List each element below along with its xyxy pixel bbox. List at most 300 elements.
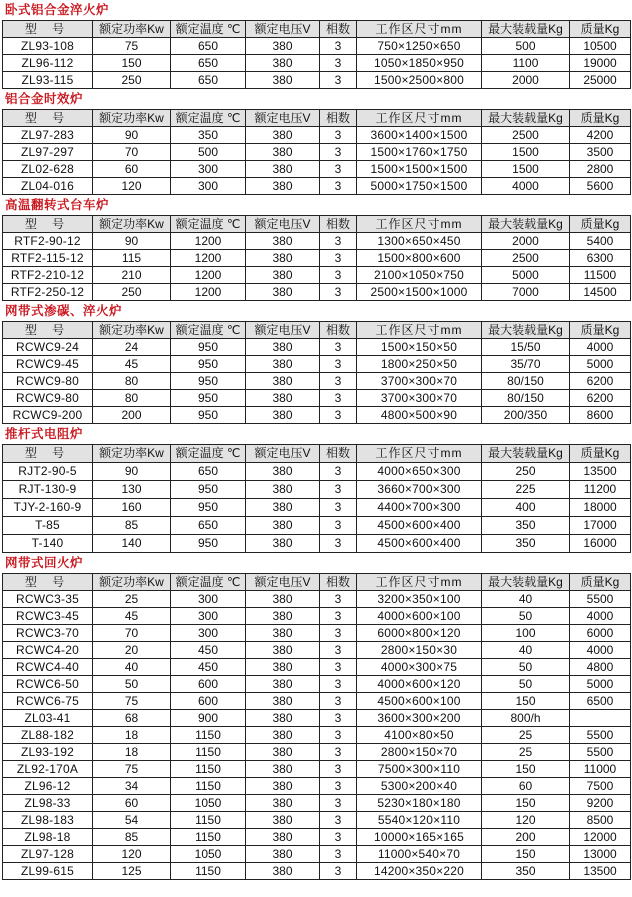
- cell-weight: 8500: [570, 812, 631, 829]
- table-row: [3, 659, 631, 676]
- cell-weight: 6000: [570, 625, 631, 642]
- cell-voltage: 380: [246, 625, 320, 642]
- cell-dims: 1800×250×50: [357, 356, 482, 373]
- cell-phase: 3: [320, 659, 357, 676]
- cell-phase: 3: [320, 829, 357, 846]
- table-row: [3, 407, 631, 424]
- header-weight: 质量Kg: [570, 574, 631, 591]
- cell-dims: 4400×700×300: [357, 499, 482, 517]
- cell-load: 350: [482, 535, 570, 553]
- cell-load: 1500: [482, 144, 570, 161]
- cell-phase: 3: [320, 161, 357, 178]
- cell-temp: 300: [171, 625, 246, 642]
- cell-power: 50: [93, 676, 171, 693]
- cell-weight: [570, 710, 631, 727]
- cell-phase: 3: [320, 778, 357, 795]
- table-row: [3, 284, 631, 301]
- cell-phase: 3: [320, 795, 357, 812]
- cell-temp: 650: [171, 463, 246, 481]
- cell-power: 24: [93, 339, 171, 356]
- cell-weight: 5000: [570, 356, 631, 373]
- cell-model: RCWC3-70: [3, 625, 93, 642]
- cell-temp: 1200: [171, 284, 246, 301]
- cell-power: 80: [93, 373, 171, 390]
- cell-model: RCWC9-45: [3, 356, 93, 373]
- cell-dims: 10000×165×165: [357, 829, 482, 846]
- cell-model: RTF2-115-12: [3, 250, 93, 267]
- cell-voltage: 380: [246, 72, 320, 89]
- cell-load: 80/150: [482, 373, 570, 390]
- cell-power: 120: [93, 846, 171, 863]
- cell-model: RJT-130-9: [3, 481, 93, 499]
- cell-power: 70: [93, 144, 171, 161]
- cell-voltage: 380: [246, 407, 320, 424]
- cell-weight: 4000: [570, 642, 631, 659]
- cell-power: 250: [93, 284, 171, 301]
- header-phase: 相数: [320, 110, 357, 127]
- header-voltage: 额定电压V: [246, 110, 320, 127]
- table-row: [3, 727, 631, 744]
- cell-model: ZL88-182: [3, 727, 93, 744]
- cell-voltage: 380: [246, 591, 320, 608]
- cell-load: 40: [482, 642, 570, 659]
- cell-power: 200: [93, 407, 171, 424]
- cell-model: RCWC3-45: [3, 608, 93, 625]
- cell-model: ZL96-12: [3, 778, 93, 795]
- cell-dims: 4800×500×90: [357, 407, 482, 424]
- cell-power: 125: [93, 863, 171, 880]
- cell-dims: 14200×350×220: [357, 863, 482, 880]
- cell-load: 120: [482, 812, 570, 829]
- header-weight: 质量Kg: [570, 110, 631, 127]
- cell-dims: 4500×600×400: [357, 535, 482, 553]
- cell-temp: 1200: [171, 267, 246, 284]
- cell-phase: 3: [320, 339, 357, 356]
- cell-model: ZL93-108: [3, 38, 93, 55]
- cell-model: ZL98-33: [3, 795, 93, 812]
- furnace-section: [0, 301, 632, 424]
- cell-weight: 4200: [570, 127, 631, 144]
- cell-temp: 950: [171, 481, 246, 499]
- cell-power: 120: [93, 178, 171, 195]
- cell-weight: 13500: [570, 863, 631, 880]
- cell-voltage: 380: [246, 535, 320, 553]
- furnace-section: [0, 89, 632, 195]
- header-row: [3, 110, 631, 127]
- table-row: [3, 829, 631, 846]
- cell-load: 500: [482, 38, 570, 55]
- header-row: [3, 322, 631, 339]
- header-row: [3, 445, 631, 463]
- cell-model: RTF2-210-12: [3, 267, 93, 284]
- cell-temp: 300: [171, 161, 246, 178]
- cell-temp: 650: [171, 55, 246, 72]
- section-title: 网带式回火炉: [5, 556, 84, 570]
- cell-model: T-140: [3, 535, 93, 553]
- cell-dims: 5540×120×110: [357, 812, 482, 829]
- cell-voltage: 380: [246, 846, 320, 863]
- header-power: 额定功率Kw: [93, 21, 171, 38]
- header-load: 最大装载量Kg: [482, 216, 570, 233]
- cell-weight: 18000: [570, 499, 631, 517]
- cell-phase: 3: [320, 127, 357, 144]
- cell-weight: 6200: [570, 390, 631, 407]
- cell-model: TJY-2-160-9: [3, 499, 93, 517]
- header-row: [3, 574, 631, 591]
- cell-phase: 3: [320, 267, 357, 284]
- header-phase: 相数: [320, 322, 357, 339]
- cell-weight: 2800: [570, 161, 631, 178]
- cell-voltage: 380: [246, 693, 320, 710]
- cell-power: 70: [93, 625, 171, 642]
- header-dims: 工作区尺寸mm: [357, 445, 482, 463]
- cell-phase: 3: [320, 863, 357, 880]
- cell-load: 200/350: [482, 407, 570, 424]
- cell-voltage: 380: [246, 373, 320, 390]
- cell-power: 18: [93, 744, 171, 761]
- header-voltage: 额定电压V: [246, 216, 320, 233]
- cell-temp: 950: [171, 356, 246, 373]
- cell-model: RCWC6-50: [3, 676, 93, 693]
- header-temp: 额定温度 ℃: [171, 574, 246, 591]
- cell-voltage: 380: [246, 144, 320, 161]
- cell-power: 85: [93, 517, 171, 535]
- table-row: [3, 812, 631, 829]
- table-row: [3, 761, 631, 778]
- table-row: [3, 356, 631, 373]
- table-row: [3, 608, 631, 625]
- cell-phase: 3: [320, 642, 357, 659]
- furnace-section: [0, 0, 632, 89]
- table-row: [3, 55, 631, 72]
- cell-temp: 950: [171, 535, 246, 553]
- cell-dims: 1500×150×50: [357, 339, 482, 356]
- header-load: 最大装载量Kg: [482, 445, 570, 463]
- section-title: 铝合金时效炉: [5, 92, 84, 106]
- cell-voltage: 380: [246, 161, 320, 178]
- furnace-section: [0, 553, 632, 880]
- table-row: [3, 373, 631, 390]
- cell-temp: 950: [171, 407, 246, 424]
- table-row: [3, 72, 631, 89]
- cell-phase: 3: [320, 144, 357, 161]
- cell-model: RTF2-90-12: [3, 233, 93, 250]
- cell-model: ZL03-41: [3, 710, 93, 727]
- section-title: 推杆式电阻炉: [5, 427, 84, 441]
- cell-phase: 3: [320, 591, 357, 608]
- cell-weight: 5500: [570, 727, 631, 744]
- table-row: [3, 161, 631, 178]
- cell-weight: 14500: [570, 284, 631, 301]
- cell-dims: 4500×600×400: [357, 517, 482, 535]
- cell-weight: 3500: [570, 144, 631, 161]
- cell-power: 45: [93, 356, 171, 373]
- cell-model: ZL97-283: [3, 127, 93, 144]
- cell-weight: 5000: [570, 676, 631, 693]
- cell-temp: 500: [171, 144, 246, 161]
- header-dims: 工作区尺寸mm: [357, 574, 482, 591]
- cell-model: ZL97-128: [3, 846, 93, 863]
- section-title: 卧式铝合金淬火炉: [5, 3, 110, 17]
- cell-power: 115: [93, 250, 171, 267]
- cell-load: 15/50: [482, 339, 570, 356]
- furnace-section: [0, 424, 632, 553]
- table-row: [3, 625, 631, 642]
- cell-model: RCWC6-75: [3, 693, 93, 710]
- cell-dims: 7500×300×110: [357, 761, 482, 778]
- cell-model: RJT2-90-5: [3, 463, 93, 481]
- cell-phase: 3: [320, 72, 357, 89]
- header-model: 型 号: [3, 322, 93, 339]
- cell-model: RCWC9-80: [3, 373, 93, 390]
- header-row: [3, 21, 631, 38]
- header-weight: 质量Kg: [570, 21, 631, 38]
- table-row: [3, 642, 631, 659]
- cell-voltage: 380: [246, 178, 320, 195]
- cell-dims: 1500×800×600: [357, 250, 482, 267]
- cell-load: 200: [482, 829, 570, 846]
- cell-temp: 1050: [171, 795, 246, 812]
- cell-weight: 4800: [570, 659, 631, 676]
- cell-model: RCWC9-24: [3, 339, 93, 356]
- spec-table: [2, 321, 631, 424]
- cell-temp: 1150: [171, 778, 246, 795]
- cell-temp: 1050: [171, 846, 246, 863]
- table-row: [3, 267, 631, 284]
- cell-dims: 4100×80×50: [357, 727, 482, 744]
- cell-voltage: 380: [246, 744, 320, 761]
- header-load: 最大装载量Kg: [482, 574, 570, 591]
- cell-model: ZL02-628: [3, 161, 93, 178]
- cell-voltage: 380: [246, 795, 320, 812]
- cell-weight: 19000: [570, 55, 631, 72]
- cell-dims: 5300×200×40: [357, 778, 482, 795]
- cell-load: 150: [482, 693, 570, 710]
- cell-dims: 3700×300×70: [357, 373, 482, 390]
- header-voltage: 额定电压V: [246, 322, 320, 339]
- cell-weight: 11500: [570, 267, 631, 284]
- cell-phase: 3: [320, 373, 357, 390]
- cell-voltage: 380: [246, 233, 320, 250]
- cell-load: 35/70: [482, 356, 570, 373]
- cell-load: 4000: [482, 178, 570, 195]
- header-phase: 相数: [320, 574, 357, 591]
- cell-voltage: 380: [246, 642, 320, 659]
- cell-phase: 3: [320, 390, 357, 407]
- table-row: [3, 233, 631, 250]
- cell-voltage: 380: [246, 608, 320, 625]
- header-dims: 工作区尺寸mm: [357, 322, 482, 339]
- table-row: [3, 676, 631, 693]
- cell-dims: 1500×2500×800: [357, 72, 482, 89]
- cell-phase: 3: [320, 178, 357, 195]
- cell-temp: 600: [171, 676, 246, 693]
- table-row: [3, 693, 631, 710]
- cell-power: 85: [93, 829, 171, 846]
- cell-dims: 1300×650×450: [357, 233, 482, 250]
- table-row: [3, 481, 631, 499]
- table-row: [3, 591, 631, 608]
- cell-model: T-85: [3, 517, 93, 535]
- cell-temp: 900: [171, 710, 246, 727]
- cell-phase: 3: [320, 710, 357, 727]
- cell-voltage: 380: [246, 761, 320, 778]
- cell-temp: 1150: [171, 829, 246, 846]
- cell-power: 68: [93, 710, 171, 727]
- cell-load: 40: [482, 591, 570, 608]
- header-phase: 相数: [320, 216, 357, 233]
- cell-phase: 3: [320, 55, 357, 72]
- cell-voltage: 380: [246, 463, 320, 481]
- cell-temp: 450: [171, 659, 246, 676]
- cell-power: 25: [93, 591, 171, 608]
- table-row: [3, 38, 631, 55]
- header-load: 最大装载量Kg: [482, 21, 570, 38]
- cell-power: 20: [93, 642, 171, 659]
- cell-power: 90: [93, 127, 171, 144]
- header-load: 最大装载量Kg: [482, 322, 570, 339]
- header-voltage: 额定电压V: [246, 574, 320, 591]
- cell-dims: 11000×540×70: [357, 846, 482, 863]
- cell-voltage: 380: [246, 659, 320, 676]
- table-row: [3, 144, 631, 161]
- cell-temp: 1150: [171, 812, 246, 829]
- cell-temp: 950: [171, 339, 246, 356]
- cell-temp: 300: [171, 591, 246, 608]
- cell-weight: 11000: [570, 761, 631, 778]
- cell-temp: 950: [171, 499, 246, 517]
- cell-voltage: 380: [246, 829, 320, 846]
- header-model: 型 号: [3, 110, 93, 127]
- cell-dims: 4000×600×100: [357, 608, 482, 625]
- cell-power: 210: [93, 267, 171, 284]
- cell-power: 45: [93, 608, 171, 625]
- cell-voltage: 380: [246, 499, 320, 517]
- cell-voltage: 380: [246, 710, 320, 727]
- cell-model: ZL93-192: [3, 744, 93, 761]
- table-row: [3, 744, 631, 761]
- section-title: 高温翻转式台车炉: [5, 198, 110, 212]
- cell-phase: 3: [320, 463, 357, 481]
- cell-load: 7000: [482, 284, 570, 301]
- cell-weight: 5400: [570, 233, 631, 250]
- table-row: [3, 390, 631, 407]
- cell-load: 225: [482, 481, 570, 499]
- cell-weight: 10500: [570, 38, 631, 55]
- cell-phase: 3: [320, 535, 357, 553]
- cell-temp: 1150: [171, 863, 246, 880]
- cell-dims: 2500×1500×1000: [357, 284, 482, 301]
- table-row: [3, 178, 631, 195]
- cell-phase: 3: [320, 761, 357, 778]
- cell-dims: 2100×1050×750: [357, 267, 482, 284]
- cell-phase: 3: [320, 846, 357, 863]
- cell-weight: 7500: [570, 778, 631, 795]
- cell-temp: 950: [171, 373, 246, 390]
- cell-dims: 4500×600×100: [357, 693, 482, 710]
- cell-phase: 3: [320, 517, 357, 535]
- cell-power: 60: [93, 795, 171, 812]
- cell-weight: 11200: [570, 481, 631, 499]
- header-phase: 相数: [320, 445, 357, 463]
- cell-weight: 8600: [570, 407, 631, 424]
- header-model: 型 号: [3, 21, 93, 38]
- cell-model: ZL99-615: [3, 863, 93, 880]
- spec-table: [2, 573, 631, 880]
- cell-power: 18: [93, 727, 171, 744]
- cell-dims: 3600×1400×1500: [357, 127, 482, 144]
- table-row: [3, 863, 631, 880]
- cell-load: 100: [482, 625, 570, 642]
- header-dims: 工作区尺寸mm: [357, 110, 482, 127]
- header-voltage: 额定电压V: [246, 445, 320, 463]
- cell-weight: 13000: [570, 846, 631, 863]
- cell-power: 54: [93, 812, 171, 829]
- cell-model: ZL97-297: [3, 144, 93, 161]
- header-power: 额定功率Kw: [93, 322, 171, 339]
- cell-voltage: 380: [246, 517, 320, 535]
- header-weight: 质量Kg: [570, 445, 631, 463]
- section-title: 网带式渗碳、淬火炉: [5, 304, 123, 318]
- cell-model: RCWC9-200: [3, 407, 93, 424]
- header-weight: 质量Kg: [570, 322, 631, 339]
- cell-dims: 750×1250×650: [357, 38, 482, 55]
- cell-model: ZL93-115: [3, 72, 93, 89]
- header-temp: 额定温度 ℃: [171, 216, 246, 233]
- cell-load: 60: [482, 778, 570, 795]
- header-phase: 相数: [320, 21, 357, 38]
- cell-load: 80/150: [482, 390, 570, 407]
- cell-dims: 5230×180×180: [357, 795, 482, 812]
- cell-voltage: 380: [246, 284, 320, 301]
- cell-dims: 5000×1750×1500: [357, 178, 482, 195]
- spec-table: [2, 20, 631, 89]
- spec-table: [2, 215, 631, 301]
- cell-model: RTF2-250-12: [3, 284, 93, 301]
- table-row: [3, 517, 631, 535]
- cell-voltage: 380: [246, 250, 320, 267]
- cell-weight: 5500: [570, 591, 631, 608]
- cell-power: 75: [93, 38, 171, 55]
- cell-dims: 4000×650×300: [357, 463, 482, 481]
- table-row: [3, 778, 631, 795]
- cell-phase: 3: [320, 744, 357, 761]
- header-load: 最大装载量Kg: [482, 110, 570, 127]
- cell-model: ZL98-183: [3, 812, 93, 829]
- cell-load: 150: [482, 761, 570, 778]
- cell-model: ZL92-170A: [3, 761, 93, 778]
- cell-temp: 950: [171, 390, 246, 407]
- cell-weight: 9200: [570, 795, 631, 812]
- table-row: [3, 846, 631, 863]
- cell-voltage: 380: [246, 356, 320, 373]
- cell-load: 5000: [482, 267, 570, 284]
- cell-temp: 1150: [171, 727, 246, 744]
- cell-weight: 17000: [570, 517, 631, 535]
- table-row: [3, 250, 631, 267]
- header-temp: 额定温度 ℃: [171, 110, 246, 127]
- header-model: 型 号: [3, 445, 93, 463]
- cell-voltage: 380: [246, 481, 320, 499]
- cell-weight: 25000: [570, 72, 631, 89]
- cell-load: 350: [482, 517, 570, 535]
- cell-power: 130: [93, 481, 171, 499]
- cell-weight: 6300: [570, 250, 631, 267]
- cell-weight: 4000: [570, 339, 631, 356]
- header-dims: 工作区尺寸mm: [357, 21, 482, 38]
- cell-power: 90: [93, 233, 171, 250]
- cell-dims: 4000×300×75: [357, 659, 482, 676]
